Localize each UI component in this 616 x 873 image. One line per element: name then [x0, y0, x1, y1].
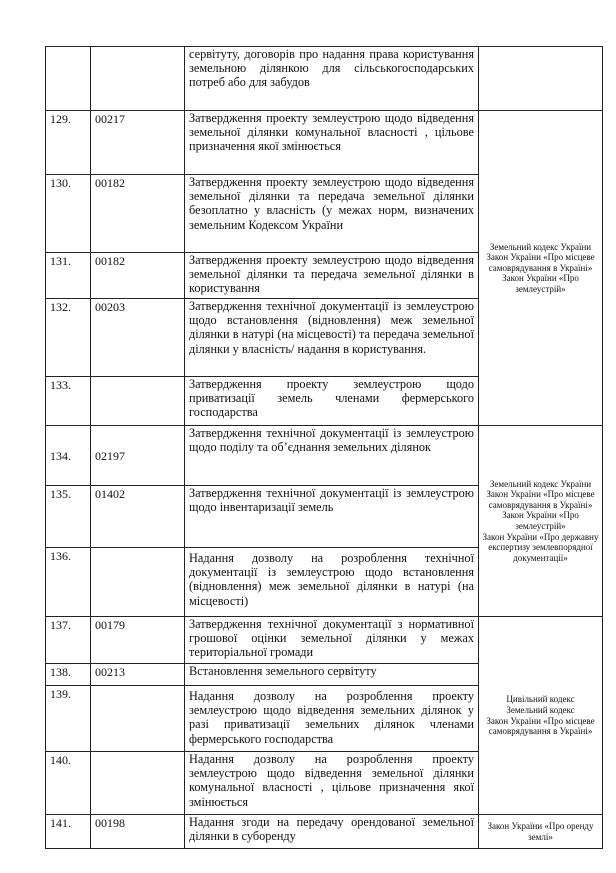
law-line: Закон України «Про оренду землі» [487, 820, 594, 842]
table-row [46, 426, 603, 486]
service-code: 00182 [91, 253, 185, 299]
service-name: сервітуту, договорів про надання права користування земельною ділянкою для сільськогосподарських потреб або для забудов [185, 47, 479, 111]
law-line: Закон України «Про місцеве самоврядування в Україні» [486, 489, 595, 510]
row-number: 140. [46, 752, 91, 815]
service-code: 00182 [91, 175, 185, 253]
law-line: Закон України «Про місцеве самоврядування в Україні» [486, 715, 595, 737]
row-number: 132. [46, 299, 91, 377]
law-line: Закон України «Про землеустрій» [502, 510, 579, 531]
service-code [91, 377, 185, 426]
service-code [91, 47, 185, 111]
table-row [46, 815, 603, 849]
row-number: 130. [46, 175, 91, 253]
table-row [46, 617, 603, 664]
service-code: 00203 [91, 299, 185, 377]
service-code: 00213 [91, 664, 185, 686]
legal-basis [479, 815, 603, 849]
legal-basis [479, 617, 603, 815]
service-name: Надання дозволу на розроблення проекту землеустрою щодо відведення земельної ділянки комунальної власності , цільове призначення якої змінюється [185, 752, 479, 815]
service-name: Встановлення земельного сервітуту [185, 664, 479, 686]
table-row [46, 111, 603, 175]
law-line: Цивільний кодекс [506, 694, 575, 705]
law-line: Земельний кодекс [506, 704, 575, 715]
law-line: Закон України «Про землеустрій» [502, 273, 579, 294]
legal-basis [479, 111, 603, 426]
service-code [91, 752, 185, 815]
service-name: Затвердження проекту землеустрою щодо відведення земельної ділянки та передача земельної ділянки безоплатно у власність (у межах норм, визначених земельним Кодексом України [185, 175, 479, 253]
row-number: 139. [46, 686, 91, 752]
row-number [46, 47, 91, 111]
legal-basis [479, 47, 603, 111]
service-name: Затвердження технічної документації із землеустрою щодо поділу та об’єднання земельних ділянок [185, 426, 479, 486]
service-code: 00179 [91, 617, 185, 664]
service-code: 00198 [91, 815, 185, 849]
row-number: 134. [46, 426, 91, 486]
row-number: 135. [46, 486, 91, 548]
services-table [45, 46, 603, 849]
row-number: 129. [46, 111, 91, 175]
row-number: 141. [46, 815, 91, 849]
legal-basis [479, 426, 603, 617]
service-name: Надання дозволу на розроблення технічної документації із землеустрою щодо встановлення (відновлення) меж земельної ділянки в натурі (на місцевості) [185, 548, 479, 617]
service-code: 02197 [91, 426, 185, 486]
service-name: Затвердження технічної документації із землеустрою щодо інвентаризації земель [185, 486, 479, 548]
row-number: 138. [46, 664, 91, 686]
service-code [91, 548, 185, 617]
service-name: Надання згоди на передачу орендованої земельної ділянки в суборенду [185, 815, 479, 849]
service-name: Затвердження проекту землеустрою щодо відведення земельної ділянки та передача земельної ділянки в користування [185, 253, 479, 299]
law-line: Земельний кодекс України [489, 241, 592, 252]
service-name: Затвердження проекту землеустрою щодо приватизації земель членами фермерського господарства [185, 377, 479, 426]
law-line: Закон України «Про місцеве самоврядування в Україні» [486, 252, 595, 273]
service-name: Затвердження технічної документації із землеустрою щодо встановлення (відновлення) меж земельної ділянки в натурі (на місцевості) та передача земельної ділянки у власність/ надання в користування. [185, 299, 479, 377]
law-line: Земельний кодекс України [489, 478, 592, 489]
table-row [46, 47, 603, 111]
law-line: Закон України «Про державну експертизу землевпорядної документації» [482, 531, 599, 563]
service-name: Затвердження технічної документації з нормативної грошової оцінки земельної ділянки у межах територіальної громади [185, 617, 479, 664]
row-number: 133. [46, 377, 91, 426]
service-code [91, 686, 185, 752]
service-code: 00217 [91, 111, 185, 175]
service-name: Затвердження проекту землеустрою щодо відведення земельної ділянки комунальної власності , цільове призначення якої змінюється [185, 111, 479, 175]
service-code: 01402 [91, 486, 185, 548]
row-number: 136. [46, 548, 91, 617]
row-number: 131. [46, 253, 91, 299]
service-name: Надання дозволу на розроблення проекту землеустрою щодо відведення земельних ділянок у разі приватизації земельних ділянок членами фермерського господарства [185, 686, 479, 752]
row-number: 137. [46, 617, 91, 664]
